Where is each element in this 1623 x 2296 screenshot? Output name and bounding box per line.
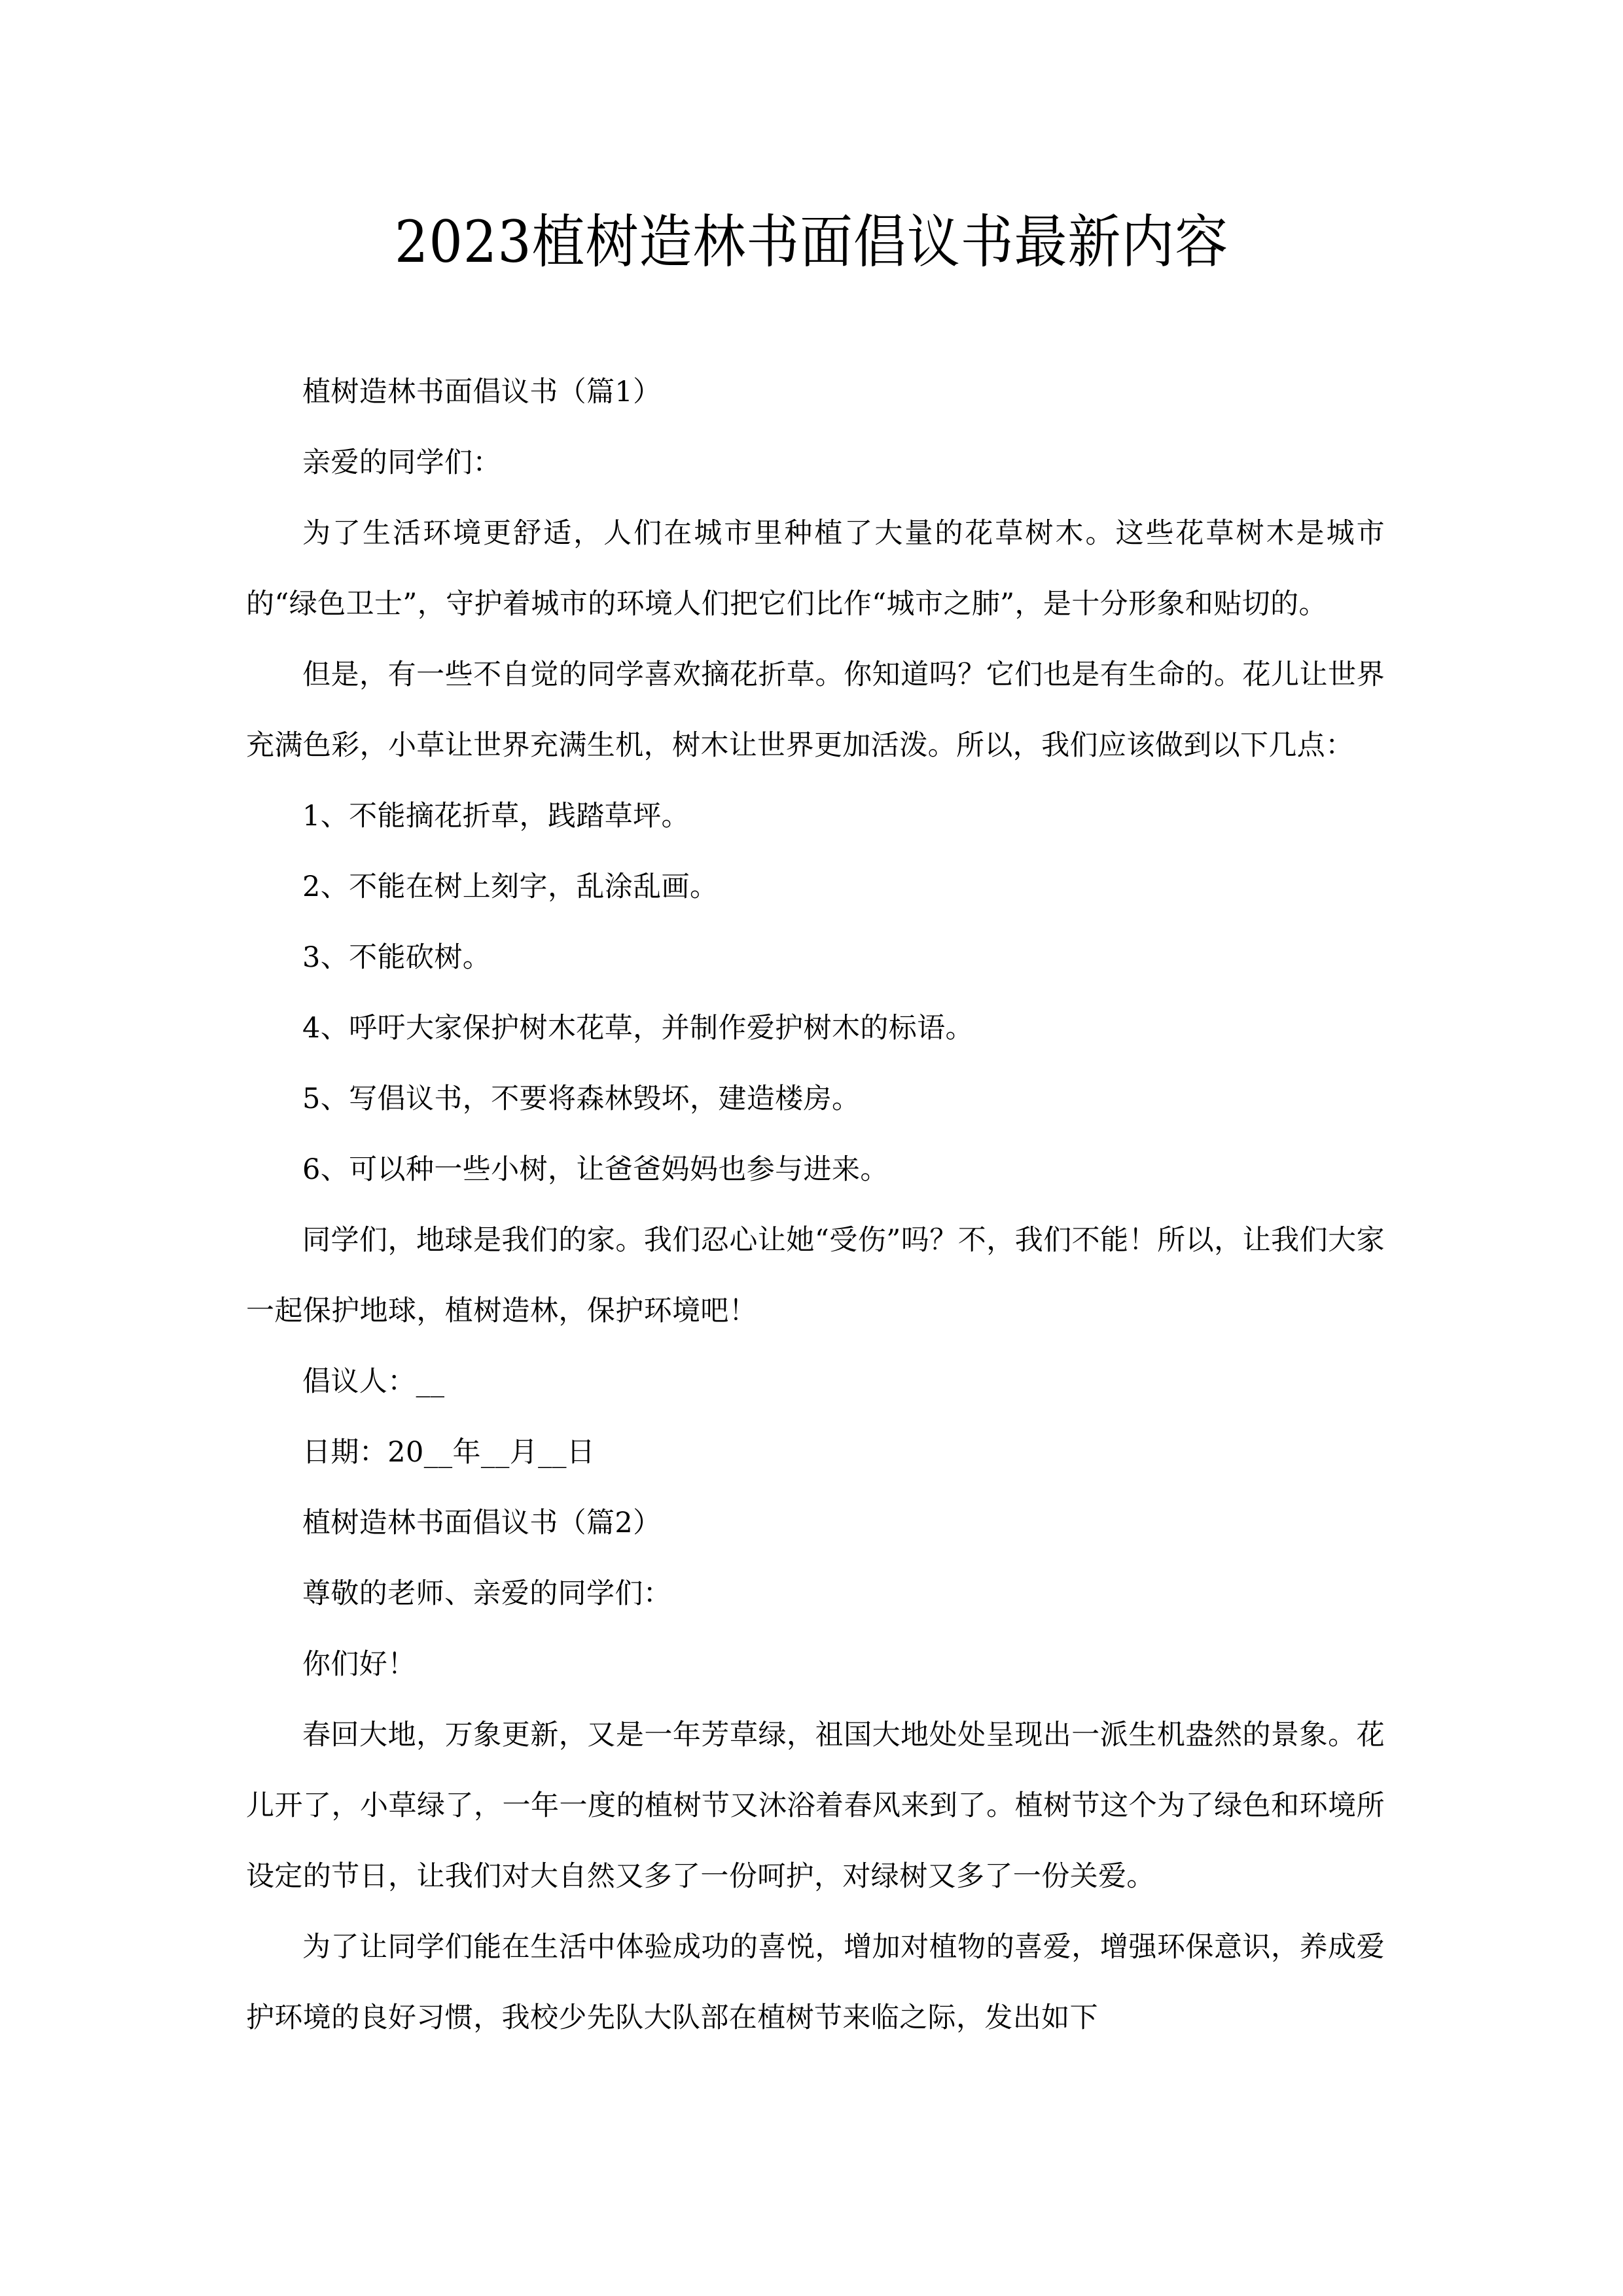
body-paragraph: 同学们，地球是我们的家。我们忍心让她“受伤”吗？不，我们不能！所以，让我们大家一起保护地球，植树造林，保护环境吧！ xyxy=(246,1224,1385,1327)
section-heading-1: 植树造林书面倡议书（篇1） xyxy=(302,376,662,408)
list-item: 3、不能砍树。 xyxy=(302,941,491,974)
list-item: 5、写倡议书，不要将森林毁坏，建造楼房。 xyxy=(302,1083,861,1115)
body-paragraph: 为了让同学们能在生活中体验成功的喜悦，增加对植物的喜爱，增强环保意识，养成爱护环境的良好习惯，我校少先队大队部在植树节来临之际，发出如下 xyxy=(246,1931,1385,2034)
body-paragraph: 但是，有一些不自觉的同学喜欢摘花折草。你知道吗？它们也是有生命的。花儿让世界充满色彩，小草让世界充满生机，树木让世界更加活泼。所以，我们应该做到以下几点： xyxy=(246,658,1385,762)
date-line: 日期：20__年__月__日 xyxy=(302,1436,596,1469)
body-paragraph: 春回大地，万象更新，又是一年芳草绿，祖国大地处处呈现出一派生机盎然的景象。花儿开了，小草绿了，一年一度的植树节又沐浴着春风来到了。植树节这个为了绿色和环境所设定的节日，让我们对大自然又多了一份呵护，对绿树又多了一份关爱。 xyxy=(246,1719,1385,1893)
document-title: 2023植树造林书面倡议书最新内容 xyxy=(394,208,1229,276)
salutation: 亲爱的同学们： xyxy=(302,446,501,479)
section-heading-2: 植树造林书面倡议书（篇2） xyxy=(302,1507,662,1539)
signature-line: 倡议人：__ xyxy=(302,1365,445,1398)
list-item: 2、不能在树上刻字，乱涂乱画。 xyxy=(302,870,719,903)
list-item: 1、不能摘花折草，践踏草坪。 xyxy=(302,800,690,833)
document-body xyxy=(246,357,1385,2053)
greeting: 你们好！ xyxy=(302,1648,416,1681)
list-item: 6、可以种一些小树，让爸爸妈妈也参与进来。 xyxy=(302,1153,889,1186)
body-paragraph: 为了生活环境更舒适，人们在城市里种植了大量的花草树木。这些花草树木是城市的“绿色卫士”，守护着城市的环境人们把它们比作“城市之肺”，是十分形象和贴切的。 xyxy=(246,517,1385,620)
salutation: 尊敬的老师、亲爱的同学们： xyxy=(302,1577,672,1610)
list-item: 4、呼吁大家保护树木花草，并制作爱护树木的标语。 xyxy=(302,1012,974,1045)
